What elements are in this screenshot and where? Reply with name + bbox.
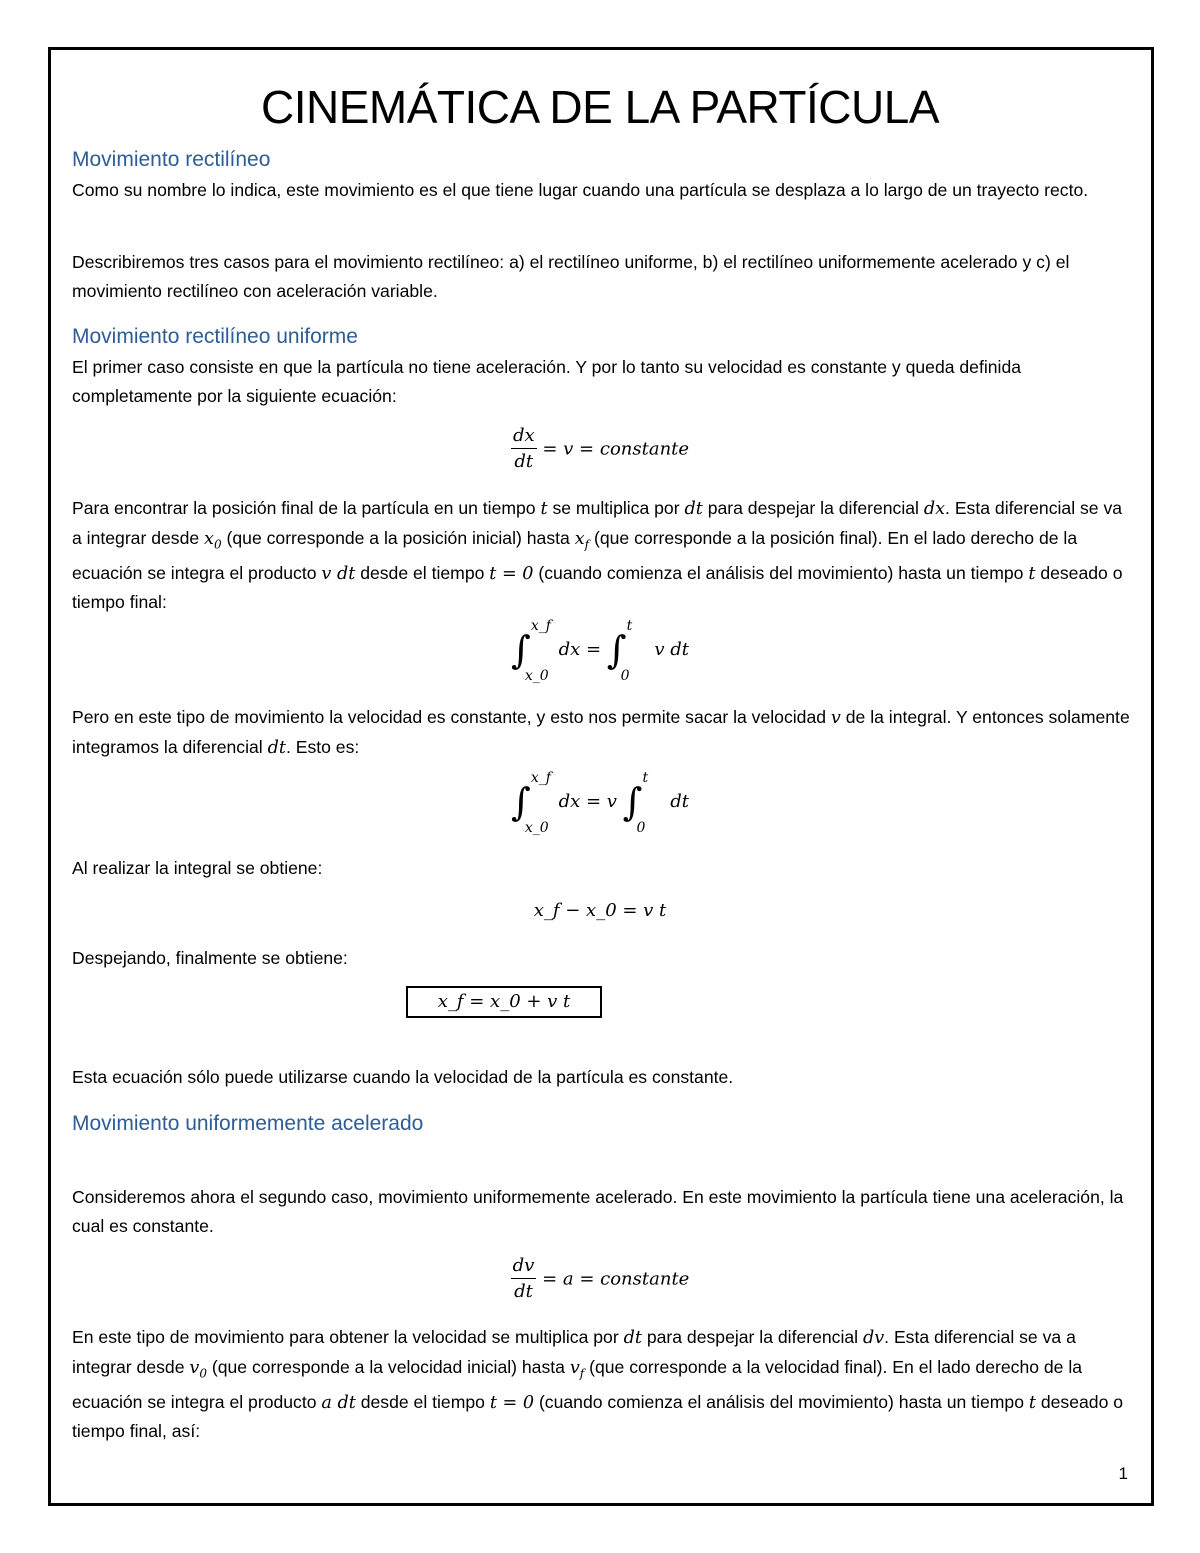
paragraph-uniforme-3: Pero en este tipo de movimiento la velocidad es constante, y esto nos permite sacar la velocidad v de la integral. Y entonces solamente integramos la diferencial dt. Esto es: [72,707,1130,758]
boxed-equation-position: x_f = x_0 + v t [406,986,602,1018]
page-title: CINEMÁTICA DE LA PARTÍCULA [260,81,940,133]
equation-integral-2: ∫ x_f x_0 dx = v ∫ t 0 dt [511,770,689,836]
equation-velocity-constant: $\frac{dx}{dt}$ = v = constante [512,425,690,472]
paragraph-acelerado-1: Consideremos ahora el segundo caso, movimiento uniformemente acelerado. En este movimiento la partícula tiene una aceleración, la cual es constante. [72,1187,1124,1236]
heading-uniforme: Movimiento rectilíneo uniforme [72,325,358,348]
equation-integral-1: ∫ x_f x_0 dx = ∫ t 0 v dt [511,618,689,684]
paragraph-uniforme-6: Esta ecuación sólo puede utilizarse cuando la velocidad de la partícula es constante. [72,1067,734,1087]
heading-rectilineo: Movimiento rectilíneo [72,148,271,171]
paragraph-uniforme-2: Para encontrar la posición final de la partícula en un tiempo t se multiplica por dt para despejar la diferencial dx. Esta diferencial se va a integrar desde $x_0$ (que corresponde a la posición inicial) hasta $x_f$ (que corresponde a la posición final). En el lado derecho de la ecuación se integra el producto v dt desde el tiempo t = 0 (cuando comienza el análisis del movimiento) hasta un tiempo t deseado o tiempo final: [72,498,1123,613]
heading-acelerado: Movimiento uniformemente acelerado [72,1112,424,1135]
paragraph-rectilineo-1: Como su nombre lo indica, este movimiento es el que tiene lugar cuando una partícula se desplaza a lo largo de un trayecto recto. [72,180,1089,200]
paragraph-uniforme-1: El primer caso consiste en que la partícula no tiene aceleración. Y por lo tanto su velocidad es constante y queda definida completamente por la siguiente ecuación: [72,357,1022,406]
equation-acceleration-constant: $\frac{dv}{dt}$ = a = constante [512,1255,690,1302]
paragraph-acelerado-2: En este tipo de movimiento para obtener la velocidad se multiplica por dt para despejar la diferencial dv. Esta diferencial se va a integrar desde $v_0$ (que corresponde a la velocidad inicial) hasta $v_f$ (que corresponde a la velocidad final). En el lado derecho de la ecuación se integra el producto a dt desde el tiempo t = 0 (cuando comienza el análisis del movimiento) hasta un tiempo t deseado o tiempo final, así: [72,1327,1124,1442]
paragraph-uniforme-5: Despejando, finalmente se obtiene: [72,948,348,968]
paragraph-rectilineo-2: Describiremos tres casos para el movimiento rectilíneo: a) el rectilíneo uniforme, b) el rectilíneo uniformemente acelerado y c) el movimiento rectilíneo con aceleración variable. [72,252,1070,301]
page-number: 1 [1118,1464,1128,1483]
equation-displacement: x_f − x_0 = v t [533,900,667,921]
paragraph-uniforme-4: Al realizar la integral se obtiene: [72,858,323,878]
